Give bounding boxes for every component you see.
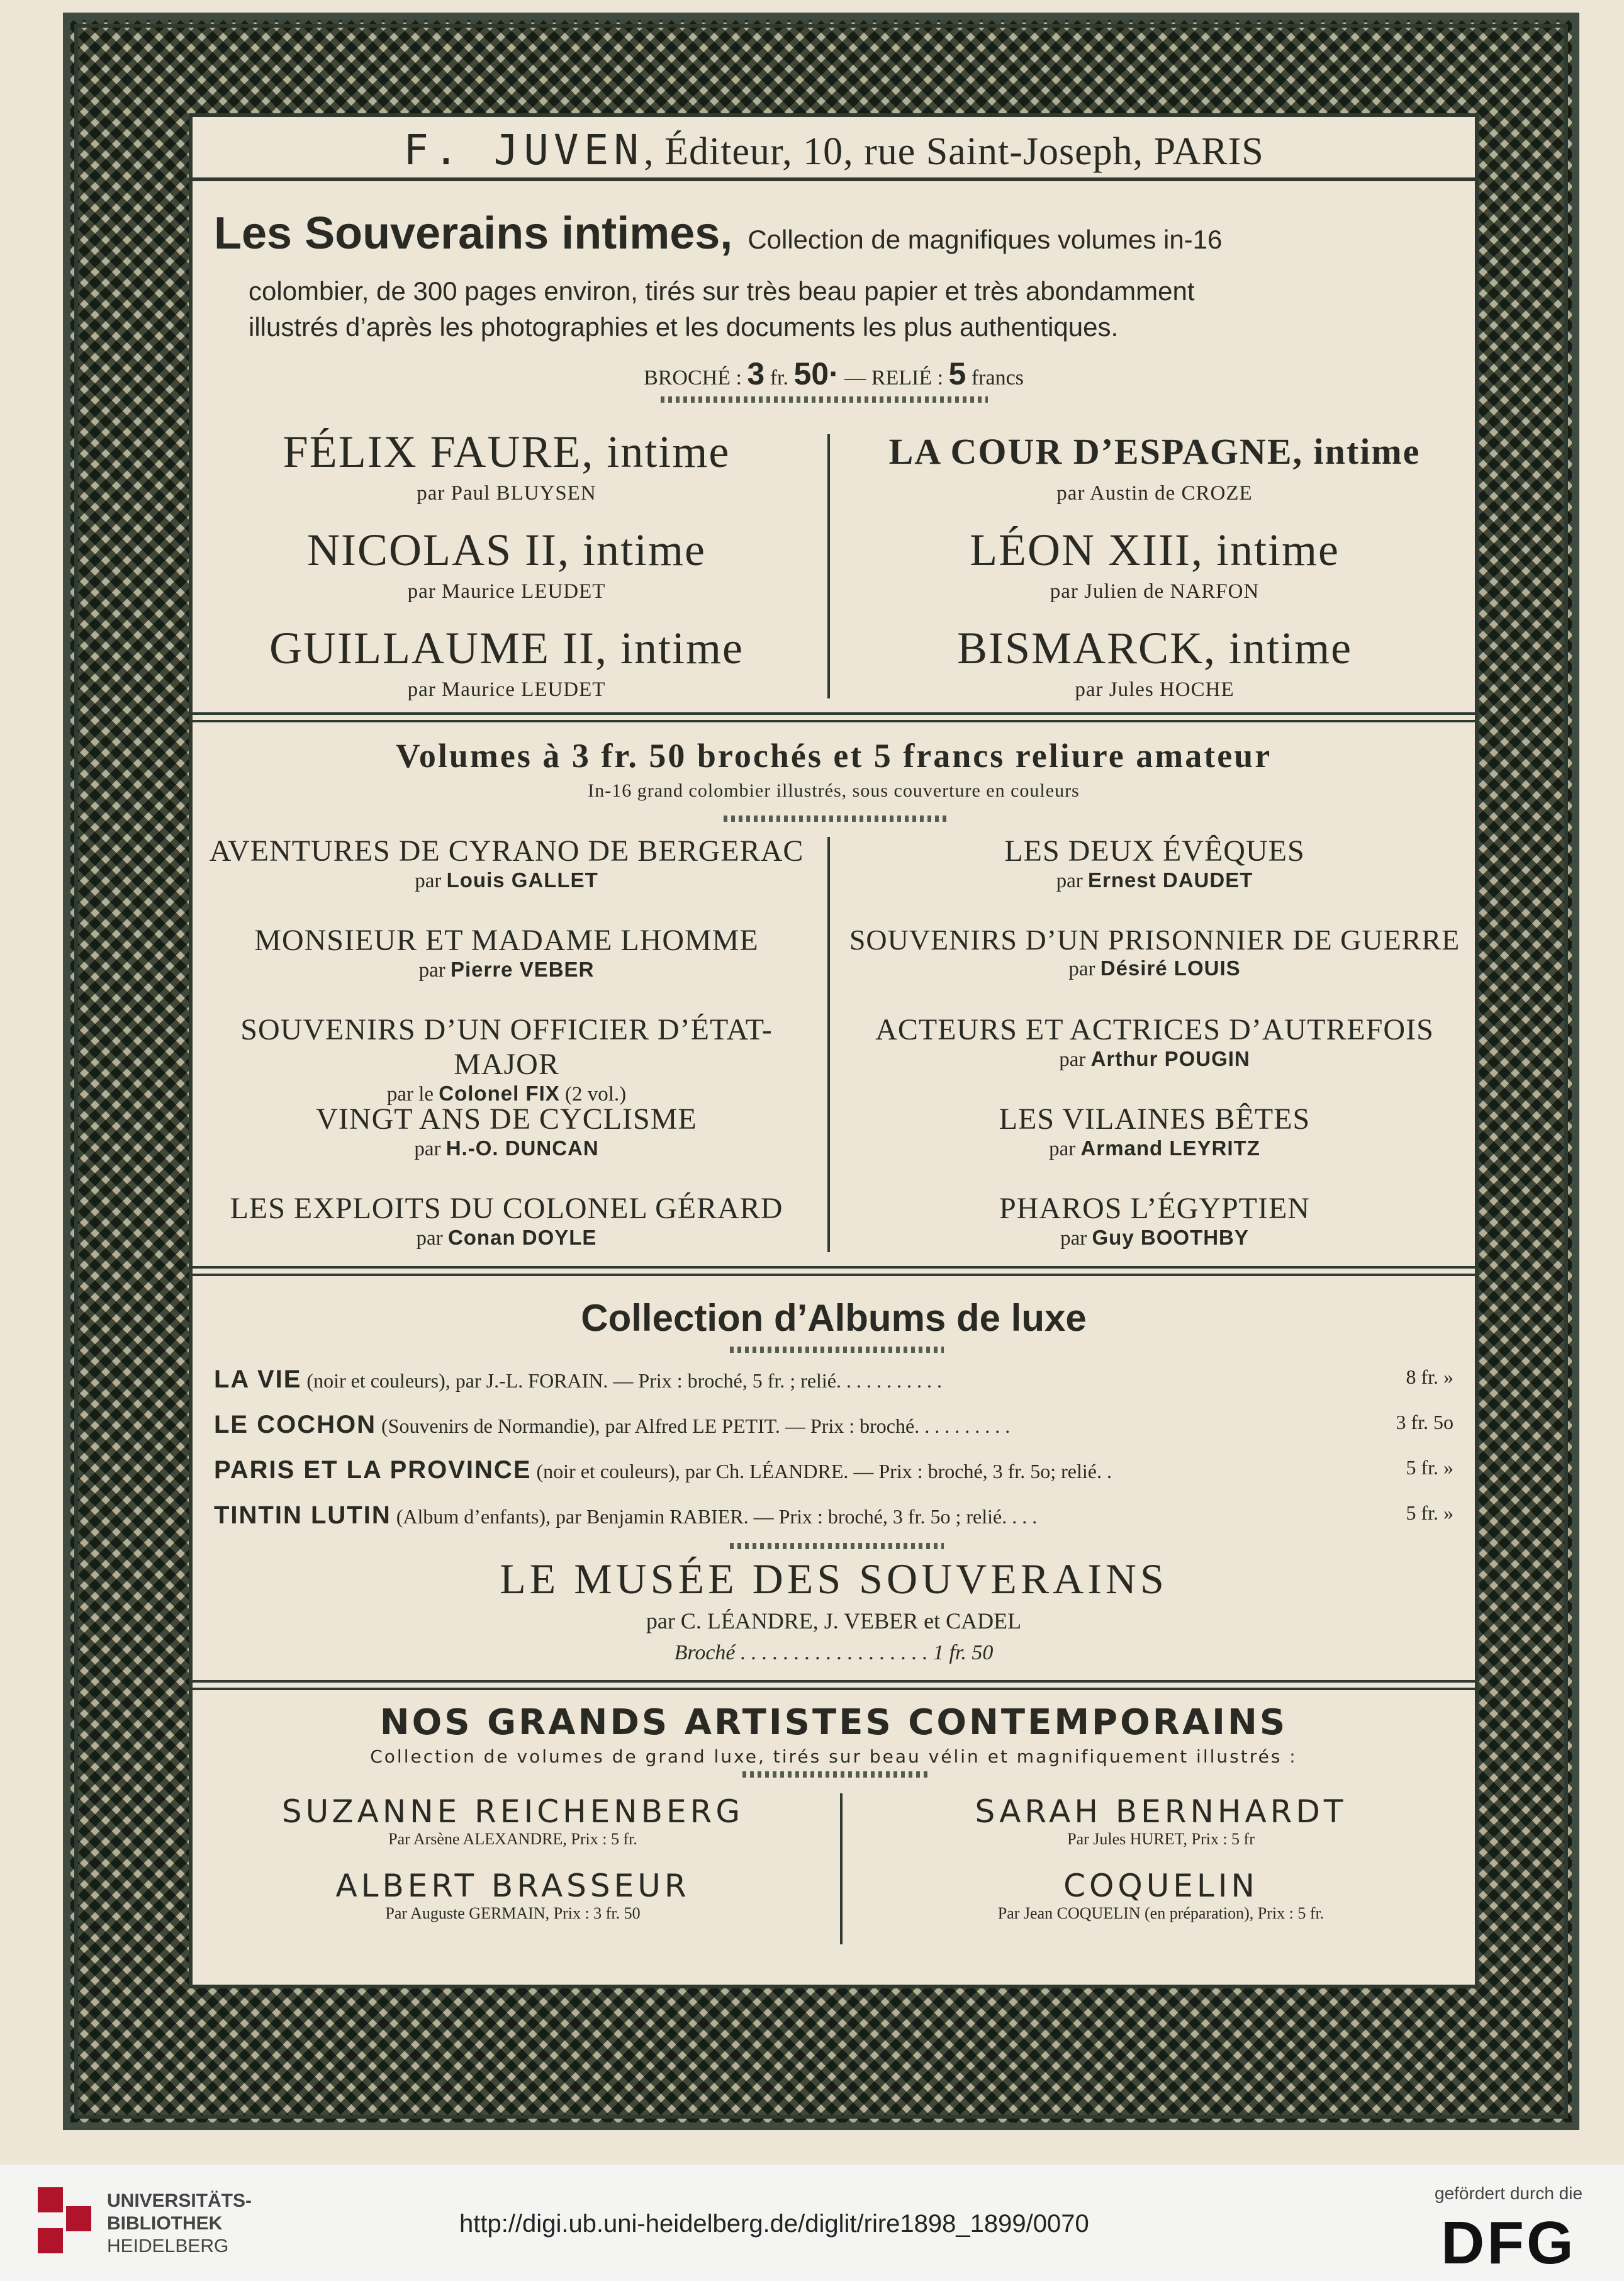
library-line: HEIDELBERG xyxy=(107,2236,229,2256)
volume-par: par xyxy=(415,870,442,892)
volume-par: par xyxy=(418,959,445,982)
volume-title: AVENTURES DE CYRANO DE BERGERAC xyxy=(209,834,804,868)
volume-item xyxy=(192,1012,821,1106)
album-row xyxy=(214,1456,1453,1501)
album-row xyxy=(214,1365,1453,1411)
section-rule xyxy=(192,1266,1476,1276)
album-name: TINTIN LUTIN xyxy=(214,1501,391,1529)
artistes-title: NOS GRANDS ARTISTES CONTEMPORAINS xyxy=(379,1702,1288,1743)
library-name xyxy=(107,2190,252,2258)
artistes-left-col xyxy=(192,1793,834,1923)
column-divider xyxy=(827,434,830,698)
wavy-divider xyxy=(661,396,988,403)
book-author: par Maurice LEUDET xyxy=(407,678,606,701)
book-author: par Paul BLUYSEN xyxy=(417,482,596,505)
book-title: BISMARCK, intime xyxy=(956,623,1353,673)
volume-author: H.-O. DUNCAN xyxy=(445,1136,599,1160)
album-desc: (Album d’enfants), par Benjamin RABIER. — Prix : broché, 3 fr. 5o ; relié. . . . xyxy=(396,1505,1038,1528)
volume-author: Arthur POUGIN xyxy=(1090,1047,1250,1070)
musee-price: Broché . . . . . . . . . . . . . . . . . . 1 fr. 50 xyxy=(674,1641,994,1664)
album-price: 3 fr. 5o xyxy=(1396,1411,1453,1433)
volumes-subtitle: In-16 grand colombier illustrés, sous couverture en couleurs xyxy=(588,780,1080,801)
artist-name: SARAH BERNHARDT xyxy=(975,1793,1347,1830)
volume-item xyxy=(192,923,821,1012)
volume-item xyxy=(837,923,1472,1012)
section-rule xyxy=(192,712,1476,722)
price-sep: — RELIÉ : xyxy=(844,366,944,390)
book-author: par Jules HOCHE xyxy=(1075,678,1235,701)
artistes-subtitle: Collection de volumes de grand luxe, tirés sur beau vélin et magnifiquement illustrés : xyxy=(370,1746,1297,1767)
volume-item xyxy=(192,1102,821,1191)
price-broche-value: 3 xyxy=(747,356,765,391)
volume-item xyxy=(837,834,1472,923)
volume-author: Armand LEYRITZ xyxy=(1080,1136,1260,1160)
volume-author: Ernest DAUDET xyxy=(1088,868,1253,892)
volumes-right-col xyxy=(837,834,1472,1281)
artist-name: SUZANNE REICHENBERG xyxy=(281,1793,744,1830)
price-broche-cents: 50· xyxy=(793,356,839,391)
album-name: LE COCHON xyxy=(214,1411,376,1438)
souverains-left-col xyxy=(192,422,821,716)
library-line: BIBLIOTHEK xyxy=(107,2213,223,2234)
volume-title: LES VILAINES BÊTES xyxy=(999,1102,1311,1136)
volume-par: par xyxy=(1068,958,1095,980)
volume-title: VINGT ANS DE CYCLISME xyxy=(316,1102,697,1136)
library-logo-icon xyxy=(38,2187,94,2256)
artist-name: COQUELIN xyxy=(1063,1868,1258,1904)
volume-author: Guy BOOTHBY xyxy=(1092,1226,1249,1249)
source-url[interactable]: http://digi.ub.uni-heidelberg.de/diglit/rire1898_1899/0070 xyxy=(459,2210,1089,2238)
volume-title: PHAROS L’ÉGYPTIEN xyxy=(999,1192,1310,1225)
digitization-footer xyxy=(0,2165,1624,2281)
souverains-title: Les Souverains intimes, xyxy=(214,208,733,259)
souverains-desc-2: colombier, de 300 pages environ, tirés sur très beau papier et très abondamment xyxy=(249,276,1195,306)
publisher-address: , Éditeur, 10, rue Saint-Joseph, PARIS xyxy=(644,130,1264,173)
volume-item xyxy=(837,1012,1472,1102)
volume-item xyxy=(192,834,821,923)
artist-by: Par Auguste GERMAIN, Prix : 3 fr. 50 xyxy=(385,1904,641,1922)
book-author: par Julien de NARFON xyxy=(1050,580,1260,603)
souverains-desc-1: Collection de magnifiques volumes in-16 xyxy=(748,225,1223,254)
wavy-divider xyxy=(724,815,950,822)
album-row xyxy=(214,1501,1453,1547)
wavy-divider xyxy=(730,1347,944,1353)
book-title: NICOLAS II, intime xyxy=(307,525,706,575)
price-relie-value: 5 xyxy=(948,356,966,391)
volume-title: SOUVENIRS D’UN PRISONNIER DE GUERRE xyxy=(849,924,1460,956)
artist-name: ALBERT BRASSEUR xyxy=(335,1868,690,1904)
album-price: 5 fr. » xyxy=(1406,1456,1453,1479)
souverains-price xyxy=(192,356,1476,392)
album-desc: (Souvenirs de Normandie), par Alfred LE PETIT. — Prix : broché. . . . . . . . . . xyxy=(381,1415,1011,1437)
publisher-name: F. JUVEN xyxy=(403,126,644,174)
musee-title: LE MUSÉE DES SOUVERAINS xyxy=(500,1555,1168,1603)
album-price: 5 fr. » xyxy=(1406,1501,1453,1524)
price-fr: fr. xyxy=(770,366,789,390)
albums-list xyxy=(214,1365,1453,1547)
price-relie-unit: francs xyxy=(971,366,1024,390)
musee-by: par C. LÉANDRE, J. VEBER et CADEL xyxy=(646,1608,1022,1634)
album-name: PARIS ET LA PROVINCE xyxy=(214,1456,532,1484)
volume-par: par xyxy=(414,1138,441,1160)
dfg-logo: DFG xyxy=(1441,2209,1576,2277)
volumes-left-col xyxy=(192,834,821,1281)
book-author: par Maurice LEUDET xyxy=(407,580,606,603)
price-label-broche: BROCHÉ : xyxy=(644,366,742,390)
volume-title: LES EXPLOITS DU COLONEL GÉRARD xyxy=(230,1192,783,1225)
book-title: LA COUR D’ESPAGNE, intime xyxy=(888,431,1421,472)
artist-by: Par Arsène ALEXANDRE, Prix : 5 fr. xyxy=(388,1830,637,1848)
volume-author: Louis GALLET xyxy=(446,868,598,892)
volume-title: ACTEURS ET ACTRICES D’AUTREFOIS xyxy=(875,1013,1434,1046)
volume-item xyxy=(837,1102,1472,1191)
column-divider xyxy=(827,837,830,1252)
volume-author: Colonel FIX xyxy=(439,1082,560,1105)
albums-title: Collection d’Albums de luxe xyxy=(581,1297,1087,1339)
souverains-right-col xyxy=(837,422,1472,716)
column-divider xyxy=(840,1793,843,1944)
volume-author: Conan DOYLE xyxy=(447,1226,597,1249)
volume-par: par xyxy=(1056,870,1083,892)
souverains-desc-3: illustrés d’après les photographies et les documents les plus authentiques. xyxy=(249,312,1119,342)
book-author: par Austin de CROZE xyxy=(1056,482,1253,505)
album-name: LA VIE xyxy=(214,1365,302,1393)
volume-par: par xyxy=(1060,1227,1087,1250)
header-rule xyxy=(192,177,1476,181)
funded-by-label: gefördert durch die xyxy=(1435,2183,1583,2203)
volume-author: Désiré LOUIS xyxy=(1100,956,1241,980)
album-desc: (noir et couleurs), par J.-L. FORAIN. — Prix : broché, 5 fr. ; relié. . . . . . . . . . . xyxy=(306,1369,942,1392)
library-line: UNIVERSITÄTS- xyxy=(107,2190,252,2211)
artistes-right-col xyxy=(849,1793,1472,1923)
album-desc: (noir et couleurs), par Ch. LÉANDRE. — Prix : broché, 3 fr. 5o; relié. . xyxy=(536,1460,1112,1482)
artist-by: Par Jean COQUELIN (en préparation), Prix : 5 fr. xyxy=(997,1904,1324,1922)
volume-title: SOUVENIRS D’UN OFFICIER D’ÉTAT-MAJOR xyxy=(240,1013,773,1081)
volume-par: par le xyxy=(386,1083,434,1106)
book-title: FÉLIX FAURE, intime xyxy=(283,427,731,477)
wavy-divider xyxy=(742,1771,931,1778)
wavy-divider xyxy=(730,1543,944,1549)
artist-by: Par Jules HURET, Prix : 5 fr xyxy=(1067,1830,1255,1848)
souverains-intro xyxy=(214,208,1466,259)
volume-extra: (2 vol.) xyxy=(565,1083,627,1106)
volume-title: LES DEUX ÉVÊQUES xyxy=(1004,834,1305,868)
album-price: 8 fr. » xyxy=(1406,1365,1453,1388)
volumes-title: Volumes à 3 fr. 50 brochés et 5 francs reliure amateur xyxy=(395,737,1272,775)
volume-title: MONSIEUR ET MADAME LHOMME xyxy=(254,924,759,957)
album-row xyxy=(214,1411,1453,1456)
section-rule xyxy=(192,1680,1476,1690)
book-title: LÉON XIII, intime xyxy=(970,525,1340,575)
book-title: GUILLAUME II, intime xyxy=(269,623,744,673)
volume-par: par xyxy=(1049,1138,1076,1160)
volume-author: Pierre VEBER xyxy=(450,958,595,981)
volume-par: par xyxy=(416,1227,443,1250)
publisher-header xyxy=(192,126,1476,174)
volume-par: par xyxy=(1059,1048,1086,1071)
